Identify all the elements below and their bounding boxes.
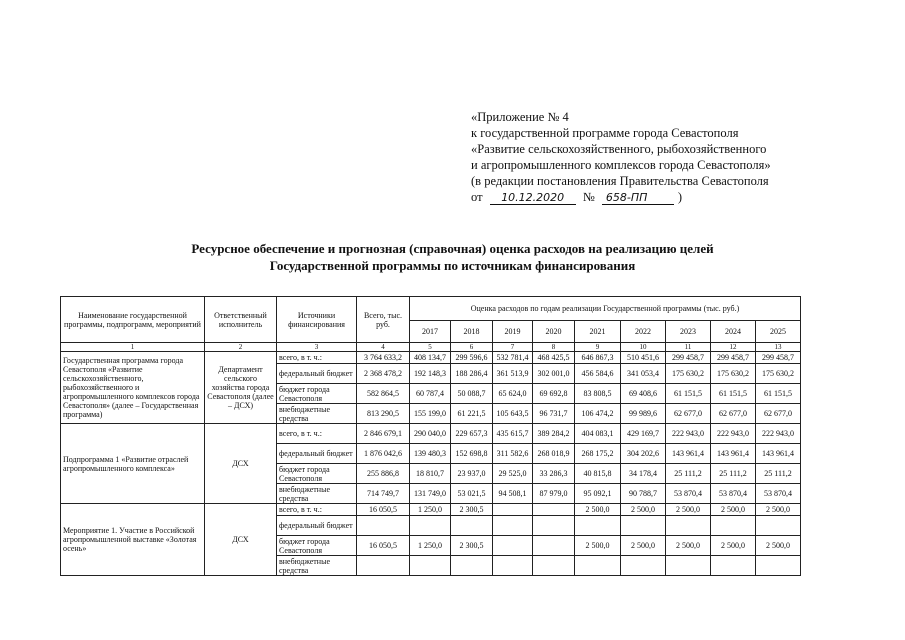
year-value-cell	[533, 536, 575, 556]
header-total: Всего, тыс. руб.	[357, 297, 410, 343]
document-title	[0, 240, 905, 274]
year-value-cell: 302 001,0	[533, 364, 575, 384]
year-value-cell: 1 250,0	[410, 504, 451, 516]
year-value-cell: 299 458,7	[711, 352, 756, 364]
year-value-cell	[666, 516, 711, 536]
year-value-cell: 304 202,6	[621, 444, 666, 464]
header-year: 2017	[410, 321, 451, 343]
from-label: от	[471, 190, 483, 204]
year-value-cell: 61 151,5	[711, 384, 756, 404]
year-value-cell: 2 500,0	[575, 504, 621, 516]
closing-paren: )	[677, 190, 683, 204]
appendix-line5: (в редакции постановления Правительства Севастополя	[471, 174, 769, 188]
year-value-cell: 90 788,7	[621, 484, 666, 504]
table-row	[61, 352, 801, 364]
year-value-cell: 229 657,3	[451, 424, 493, 444]
funding-source-cell: всего, в т. ч.:	[277, 504, 357, 516]
year-value-cell	[575, 556, 621, 576]
column-number: 9	[575, 343, 621, 352]
total-value-cell: 2 368 478,2	[357, 364, 410, 384]
year-value-cell: 139 480,3	[410, 444, 451, 464]
header-year: 2024	[711, 321, 756, 343]
year-value-cell: 62 677,0	[756, 404, 801, 424]
funding-source-cell: бюджет города Севастополя	[277, 384, 357, 404]
year-value-cell: 2 300,5	[451, 536, 493, 556]
total-value-cell: 255 886,8	[357, 464, 410, 484]
year-value-cell: 175 630,2	[756, 364, 801, 384]
year-value-cell: 2 500,0	[575, 536, 621, 556]
title-line1: Ресурсное обеспечение и прогнозная (справочная) оценка расходов на реализацию целей	[191, 241, 714, 256]
year-value-cell: 311 582,6	[493, 444, 533, 464]
year-value-cell	[493, 504, 533, 516]
header-years-group: Оценка расходов по годам реализации Государственной программы (тыс. руб.)	[410, 297, 801, 321]
year-value-cell: 50 088,7	[451, 384, 493, 404]
year-value-cell	[493, 556, 533, 576]
year-value-cell	[451, 516, 493, 536]
total-value-cell: 813 290,5	[357, 404, 410, 424]
funding-source-cell: бюджет города Севастополя	[277, 536, 357, 556]
header-executor: Ответственный исполнитель	[205, 297, 277, 343]
year-value-cell: 2 300,5	[451, 504, 493, 516]
year-value-cell: 2 500,0	[621, 536, 666, 556]
year-value-cell: 143 961,4	[756, 444, 801, 464]
year-value-cell: 53 021,5	[451, 484, 493, 504]
appendix-line3: «Развитие сельскохозяйственного, рыбохозяйственного	[471, 142, 767, 156]
year-value-cell	[533, 516, 575, 536]
year-value-cell	[621, 516, 666, 536]
total-value-cell: 714 749,7	[357, 484, 410, 504]
table-row	[61, 504, 801, 516]
column-number: 8	[533, 343, 575, 352]
year-value-cell: 25 111,2	[666, 464, 711, 484]
year-value-cell	[493, 516, 533, 536]
year-value-cell: 23 937,0	[451, 464, 493, 484]
year-value-cell	[533, 556, 575, 576]
year-value-cell: 268 018,9	[533, 444, 575, 464]
year-value-cell	[451, 556, 493, 576]
year-value-cell: 65 624,0	[493, 384, 533, 404]
year-value-cell: 53 870,4	[666, 484, 711, 504]
year-value-cell: 290 040,0	[410, 424, 451, 444]
year-value-cell: 361 513,9	[493, 364, 533, 384]
resource-table	[60, 296, 801, 576]
year-value-cell: 155 199,0	[410, 404, 451, 424]
year-value-cell: 532 781,4	[493, 352, 533, 364]
executor-cell: Департамент сельского хозяйства города Севастополя (далее – ДСХ)	[205, 352, 277, 424]
year-value-cell: 106 474,2	[575, 404, 621, 424]
executor-cell: ДСХ	[205, 504, 277, 576]
year-value-cell: 299 458,7	[756, 352, 801, 364]
header-year: 2025	[756, 321, 801, 343]
appendix-line1: «Приложение № 4	[471, 110, 569, 124]
year-value-cell: 299 458,7	[666, 352, 711, 364]
year-value-cell: 69 692,8	[533, 384, 575, 404]
table-row	[61, 424, 801, 444]
number-label: №	[582, 190, 595, 204]
year-value-cell: 429 169,7	[621, 424, 666, 444]
total-value-cell	[357, 556, 410, 576]
year-value-cell: 33 286,3	[533, 464, 575, 484]
year-value-cell: 61 151,5	[756, 384, 801, 404]
column-number: 1	[61, 343, 205, 352]
column-number: 11	[666, 343, 711, 352]
year-value-cell: 299 596,6	[451, 352, 493, 364]
year-value-cell: 2 500,0	[666, 536, 711, 556]
year-value-cell: 40 815,8	[575, 464, 621, 484]
year-value-cell: 2 500,0	[756, 536, 801, 556]
year-value-cell: 175 630,2	[711, 364, 756, 384]
total-value-cell: 16 050,5	[357, 536, 410, 556]
year-value-cell	[575, 516, 621, 536]
year-value-cell: 143 961,4	[711, 444, 756, 464]
year-value-cell: 53 870,4	[711, 484, 756, 504]
year-value-cell: 96 731,7	[533, 404, 575, 424]
year-value-cell: 62 677,0	[666, 404, 711, 424]
year-value-cell: 152 698,8	[451, 444, 493, 464]
year-value-cell: 62 677,0	[711, 404, 756, 424]
handwritten-number: 658-ПП	[602, 192, 674, 205]
funding-source-cell: всего, в т. ч.:	[277, 424, 357, 444]
appendix-date-line	[471, 189, 891, 205]
column-number: 13	[756, 343, 801, 352]
header-year: 2022	[621, 321, 666, 343]
year-value-cell: 408 134,7	[410, 352, 451, 364]
funding-source-cell: всего, в т. ч.:	[277, 352, 357, 364]
year-value-cell: 105 643,5	[493, 404, 533, 424]
total-value-cell: 3 764 633,2	[357, 352, 410, 364]
column-number: 10	[621, 343, 666, 352]
appendix-header	[471, 109, 891, 205]
funding-source-cell: внебюджетные средства	[277, 484, 357, 504]
year-value-cell: 61 221,5	[451, 404, 493, 424]
header-year: 2021	[575, 321, 621, 343]
year-value-cell: 34 178,4	[621, 464, 666, 484]
year-value-cell: 2 500,0	[711, 504, 756, 516]
total-value-cell: 2 846 679,1	[357, 424, 410, 444]
header-year: 2018	[451, 321, 493, 343]
year-value-cell: 2 500,0	[621, 504, 666, 516]
column-number: 5	[410, 343, 451, 352]
year-value-cell: 95 092,1	[575, 484, 621, 504]
year-value-cell: 192 148,3	[410, 364, 451, 384]
title-line2: Государственной программы по источникам финансирования	[269, 258, 636, 273]
funding-source-cell: федеральный бюджет	[277, 444, 357, 464]
year-value-cell: 25 111,2	[711, 464, 756, 484]
year-value-cell: 268 175,2	[575, 444, 621, 464]
total-value-cell: 16 050,5	[357, 504, 410, 516]
funding-source-cell: внебюджетные средства	[277, 404, 357, 424]
program-name-cell: Государственная программа города Севастополя «Развитие сельскохозяйственного, рыбохозяйственного и агропромышленного комплексов города Севастополя» (далее – Государственная программа)	[61, 352, 205, 424]
year-value-cell: 222 943,0	[711, 424, 756, 444]
year-value-cell: 456 584,6	[575, 364, 621, 384]
total-value-cell: 582 864,5	[357, 384, 410, 404]
year-value-cell: 341 053,4	[621, 364, 666, 384]
column-number: 6	[451, 343, 493, 352]
executor-cell: ДСХ	[205, 424, 277, 504]
year-value-cell: 510 451,6	[621, 352, 666, 364]
year-value-cell: 389 284,2	[533, 424, 575, 444]
year-value-cell: 468 425,5	[533, 352, 575, 364]
header-year: 2019	[493, 321, 533, 343]
year-value-cell	[756, 516, 801, 536]
column-number-row	[61, 343, 801, 352]
year-value-cell	[711, 556, 756, 576]
year-value-cell: 99 989,6	[621, 404, 666, 424]
total-value-cell: 1 876 042,6	[357, 444, 410, 464]
total-value-cell	[357, 516, 410, 536]
year-value-cell: 53 870,4	[756, 484, 801, 504]
year-value-cell: 2 500,0	[711, 536, 756, 556]
year-value-cell: 175 630,2	[666, 364, 711, 384]
year-value-cell	[621, 556, 666, 576]
header-year: 2023	[666, 321, 711, 343]
header-source: Источники финансирования	[277, 297, 357, 343]
year-value-cell: 61 151,5	[666, 384, 711, 404]
year-value-cell: 25 111,2	[756, 464, 801, 484]
column-number: 2	[205, 343, 277, 352]
year-value-cell	[410, 516, 451, 536]
program-name-cell: Мероприятие 1. Участие в Российской агропромышленной выставке «Золотая осень»	[61, 504, 205, 576]
year-value-cell: 435 615,7	[493, 424, 533, 444]
handwritten-date: 10.12.2020	[490, 192, 576, 205]
year-value-cell: 222 943,0	[756, 424, 801, 444]
year-value-cell	[711, 516, 756, 536]
year-value-cell: 1 250,0	[410, 536, 451, 556]
column-number: 3	[277, 343, 357, 352]
year-value-cell: 188 286,4	[451, 364, 493, 384]
header-year: 2020	[533, 321, 575, 343]
year-value-cell: 87 979,0	[533, 484, 575, 504]
column-number: 4	[357, 343, 410, 352]
year-value-cell: 94 508,1	[493, 484, 533, 504]
year-value-cell: 60 787,4	[410, 384, 451, 404]
year-value-cell: 143 961,4	[666, 444, 711, 464]
year-value-cell: 646 867,3	[575, 352, 621, 364]
funding-source-cell: бюджет города Севастополя	[277, 464, 357, 484]
year-value-cell	[533, 504, 575, 516]
funding-source-cell: федеральный бюджет	[277, 364, 357, 384]
funding-source-cell: федеральный бюджет	[277, 516, 357, 536]
appendix-line4: и агропромышленного комплексов города Севастополя»	[471, 158, 771, 172]
year-value-cell: 69 408,6	[621, 384, 666, 404]
funding-source-cell: внебюджетные средства	[277, 556, 357, 576]
year-value-cell: 83 808,5	[575, 384, 621, 404]
year-value-cell: 2 500,0	[756, 504, 801, 516]
program-name-cell: Подпрограмма 1 «Развитие отраслей агропромышленного комплекса»	[61, 424, 205, 504]
year-value-cell: 2 500,0	[666, 504, 711, 516]
column-number: 12	[711, 343, 756, 352]
year-value-cell: 29 525,0	[493, 464, 533, 484]
year-value-cell: 222 943,0	[666, 424, 711, 444]
year-value-cell	[493, 536, 533, 556]
year-value-cell	[666, 556, 711, 576]
header-name: Наименование государственной программы, подпрограмм, мероприятий	[61, 297, 205, 343]
column-number: 7	[493, 343, 533, 352]
year-value-cell: 404 083,1	[575, 424, 621, 444]
year-value-cell	[756, 556, 801, 576]
appendix-line2: к государственной программе города Севастополя	[471, 126, 739, 140]
year-value-cell: 18 810,7	[410, 464, 451, 484]
year-value-cell	[410, 556, 451, 576]
year-value-cell: 131 749,0	[410, 484, 451, 504]
